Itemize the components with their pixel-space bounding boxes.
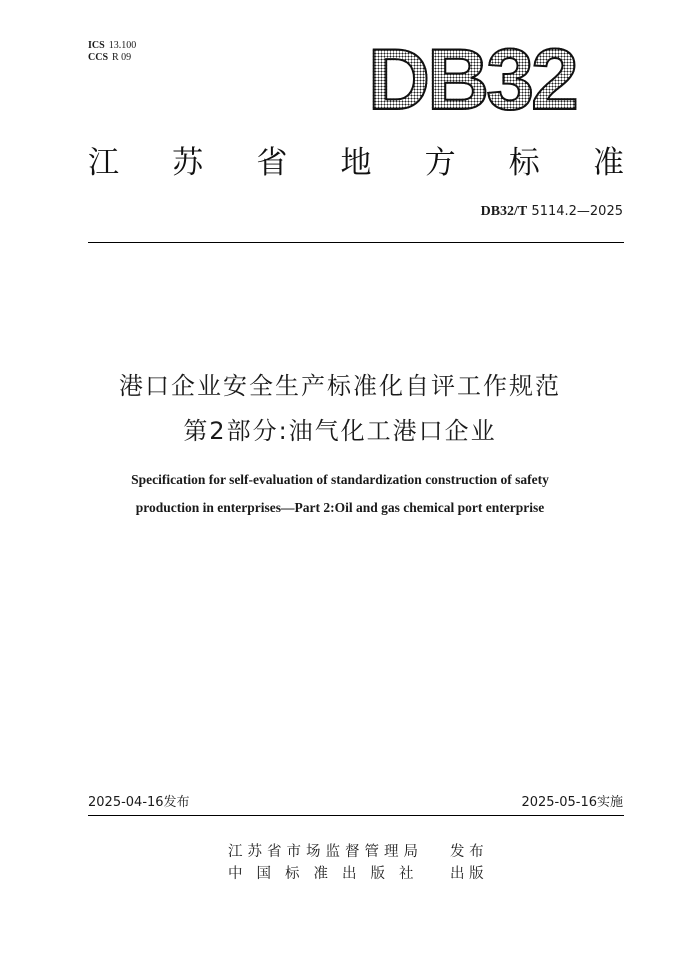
ccs-value: R 09 bbox=[112, 52, 132, 63]
standard-category-banner bbox=[88, 140, 624, 186]
issue-date: 2025-04-16发布 bbox=[88, 795, 190, 810]
press-action: 出 版 bbox=[450, 866, 484, 882]
standard-code-number: 5114.2—2025 bbox=[531, 204, 623, 219]
banner-char: 省 bbox=[256, 145, 288, 181]
standard-code-prefix: DB32/T bbox=[480, 204, 528, 219]
ics-value: 13.100 bbox=[108, 40, 137, 51]
banner-char: 地 bbox=[340, 145, 372, 181]
banner-char: 江 bbox=[88, 145, 119, 181]
title-en-line2: production in enterprises—Part 2:Oil and gas chemical port enterprise bbox=[135, 500, 545, 515]
publisher-press: 中国标准出版社 bbox=[228, 866, 428, 882]
footer-divider bbox=[88, 815, 624, 816]
implement-date: 2025-05-16实施 bbox=[521, 795, 623, 810]
banner-char: 苏 bbox=[172, 145, 204, 181]
title-zh-line2: 第2部分:油气化工港口企业 bbox=[183, 417, 497, 445]
publish-action: 发 布 bbox=[450, 844, 484, 860]
standard-code bbox=[481, 204, 623, 220]
ccs-label: CCS bbox=[88, 52, 109, 63]
title-zh-line1: 港口企业安全生产标准化自评工作规范 bbox=[119, 372, 561, 400]
banner-char: 方 bbox=[424, 145, 456, 181]
db32-logo: DB32 bbox=[368, 40, 578, 120]
banner-char: 准 bbox=[592, 145, 624, 181]
classification-codes bbox=[88, 40, 136, 64]
publisher-agency: 江苏省市场监督管理局 bbox=[228, 844, 423, 860]
header-divider bbox=[88, 242, 624, 243]
ics-label: ICS bbox=[88, 40, 105, 51]
banner-char: 标 bbox=[508, 145, 540, 181]
ccs-line bbox=[88, 52, 136, 64]
ics-line bbox=[88, 40, 136, 52]
title-en-line1: Specification for self-evaluation of standardization construction of safety bbox=[131, 472, 549, 487]
